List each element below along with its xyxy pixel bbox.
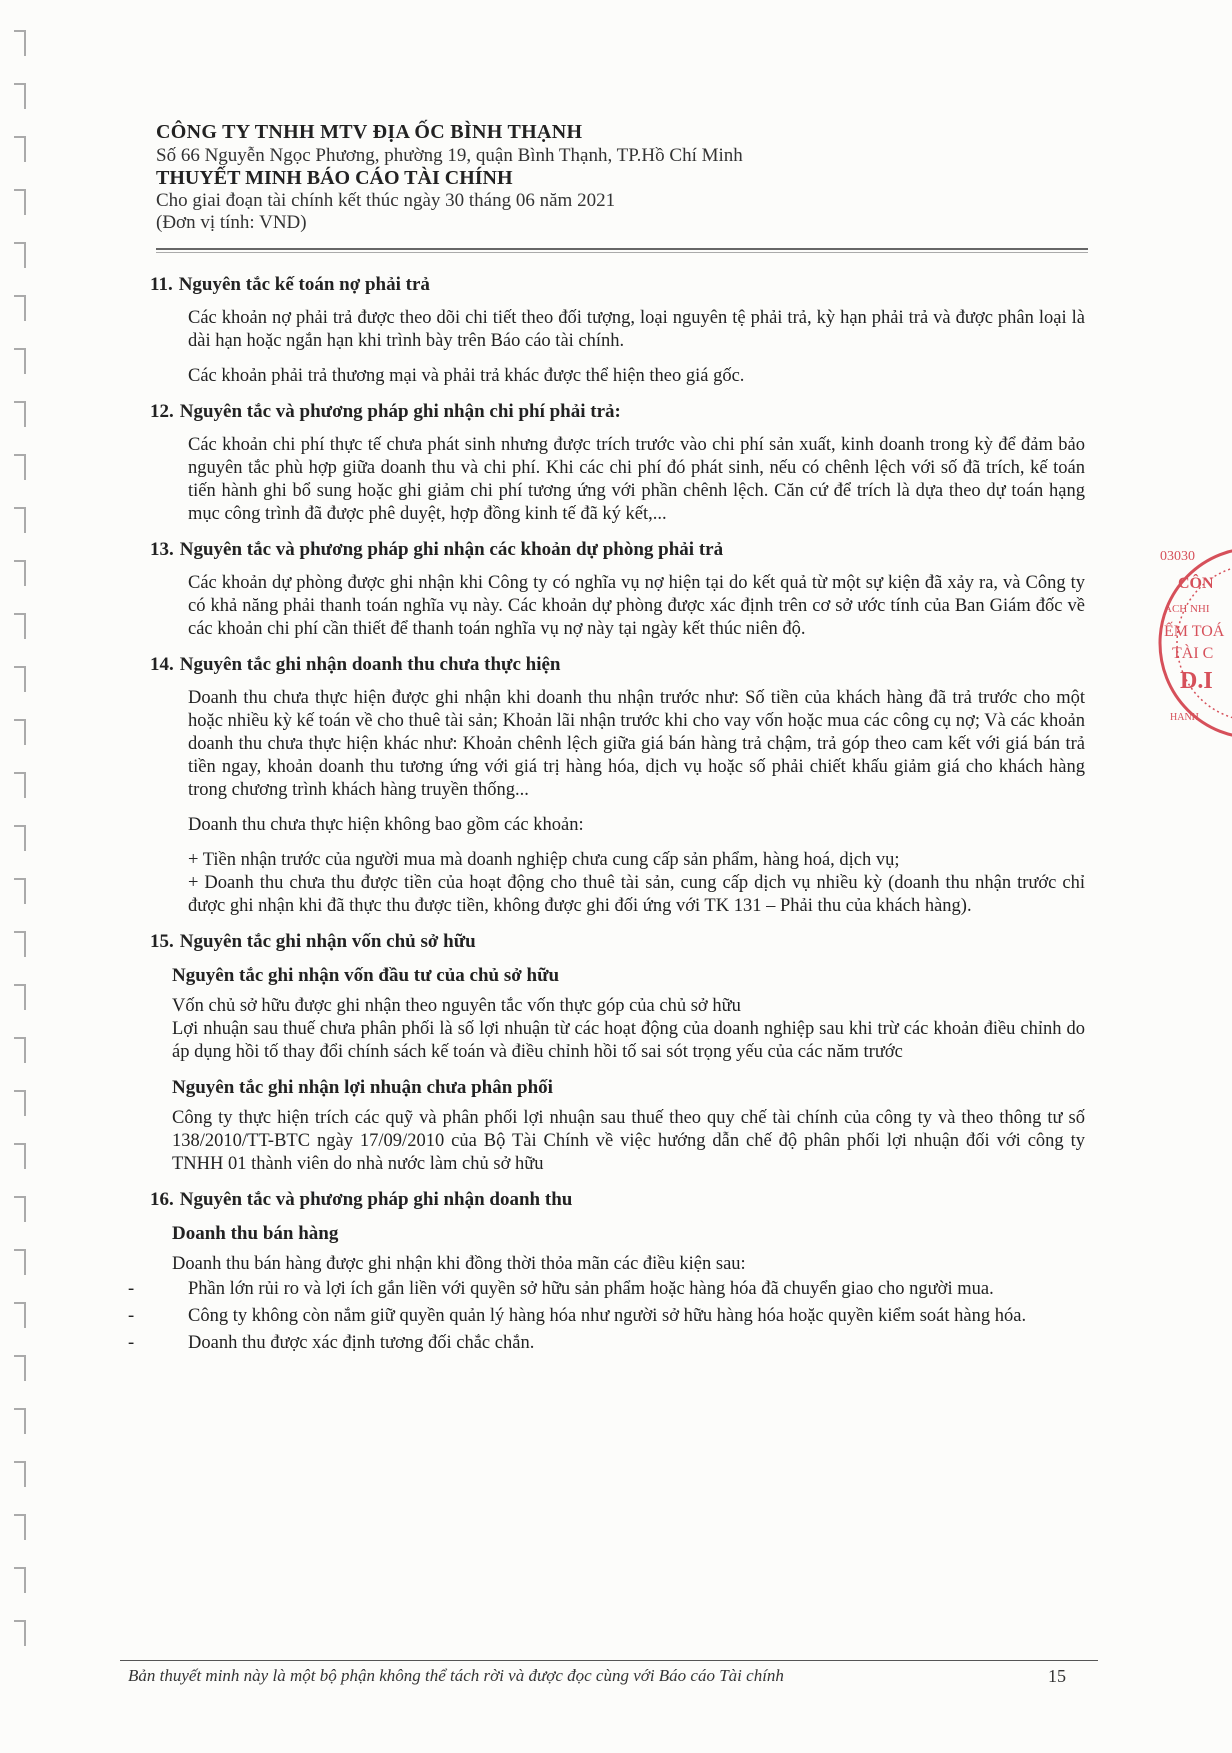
subsection [150, 1076, 1085, 1176]
seal-text-line2: ẾM TOÁ [1164, 623, 1225, 640]
paragraph: Công ty thực hiện trích các quỹ và phân phối lợi nhuận sau thuế theo quy chế tài chính của công ty và theo thông tư số 138/2010/TT-BTC ngày 17/09/2010 của Bộ Tài Chính về việc hướng dẫn chế độ phân phối lợi nhuận đối với công ty TNHH 01 thành viên do nhà nước làm chủ sở hữu [172, 1108, 1085, 1174]
section-16 [128, 1188, 1085, 1355]
footer-divider [120, 1660, 1098, 1661]
section-heading: 12. Nguyên tắc và phương pháp ghi nhận chi phí phải trả: [150, 401, 621, 422]
section-heading: 15. Nguyên tắc ghi nhận vốn chủ sở hữu [150, 931, 476, 952]
section-12 [150, 400, 1085, 526]
paragraph: Doanh thu bán hàng được ghi nhận khi đồng thời thỏa mãn các điều kiện sau: [172, 1254, 746, 1274]
list-item: - Phần lớn rủi ro và lợi ích gắn liền với quyền sở hữu sản phẩm hoặc hàng hóa đã chuyển giao cho người mua. [128, 1279, 994, 1299]
currency-unit: (Đơn vị tính: VND) [156, 212, 307, 233]
paragraph: Doanh thu chưa thực hiện được ghi nhận khi doanh thu nhận trước như: Số tiền của khách hàng đã trả trước cho một hoặc nhiều kỳ kế toán về cho thuê tài sản; Khoản lãi nhận trước khi cho vay vốn hoặc mua các công cụ nợ; Và các khoản doanh thu chưa thực hiện khác như: Khoản chênh lệch giữa giá bán hàng trả chậm, trả góp theo cam kết với giá bán trả tiền ngay, khoản doanh thu tương ứng với giá trị hàng hóa, dịch vụ hoặc số phải chiết khấu giảm giá cho khách hàng trong chương trình khách hàng truyền thống... [188, 688, 1085, 800]
company-seal [1150, 528, 1232, 758]
paragraph: + Tiền nhận trước của người mua mà doanh nghiệp chưa cung cấp sản phẩm, hàng hoá, dịch vụ; + Doanh thu chưa thu được tiền của hoạt động cho thuê tài sản, cung cấp dịch vụ nhiều kỳ (doanh thu nhận trước chỉ được ghi nhận khi đã thực thu được tiền, không được ghi đối ứng với TK 131 – Phải thu của khách hàng). [188, 850, 1085, 916]
company-address: Số 66 Nguyễn Ngọc Phương, phường 19, quận Bình Thạnh, TP.Hồ Chí Minh [156, 145, 743, 166]
footer-note: Bản thuyết minh này là một bộ phận không thể tách rời và được đọc cùng với Báo cáo Tài chính [128, 1666, 784, 1685]
seal-text-bottom: HANH [1170, 712, 1199, 723]
section-heading: 11. Nguyên tắc kế toán nợ phải trả [150, 274, 430, 295]
page-number: 15 [1048, 1666, 1066, 1686]
paragraph: Doanh thu chưa thực hiện không bao gồm các khoản: [188, 815, 584, 835]
list-item: - Công ty không còn nắm giữ quyền quản lý hàng hóa như người sở hữu hàng hóa hoặc quyền kiểm soát hàng hóa. [128, 1306, 1027, 1326]
section-heading: 14. Nguyên tắc ghi nhận doanh thu chưa thực hiện [150, 654, 561, 675]
paragraph: Các khoản phải trả thương mại và phải trả khác được thể hiện theo giá gốc. [188, 366, 745, 386]
seal-text-code: 03030 [1160, 549, 1195, 564]
section-13 [150, 538, 1085, 641]
seal-text-large: D.I [1180, 668, 1213, 694]
paragraph: Vốn chủ sở hữu được ghi nhận theo nguyên tắc vốn thực góp của chủ sở hữu Lợi nhuận sau thuế chưa phân phối là số lợi nhuận từ các hoạt động của doanh nghiệp sau khi trừ các khoản điều chỉnh do áp dụng hồi tố thay đổi chính sách kế toán và điều chỉnh hồi tố sai sót trọng yếu của các năm trước [172, 996, 1085, 1062]
notes-content [128, 273, 1085, 1365]
paragraph: Các khoản nợ phải trả được theo dõi chi tiết theo đối tượng, loại nguyên tệ phải trả, kỳ hạn phải trả và được phân loại là dài hạn hoặc ngắn hạn khi trình bày trên Báo cáo tài chính. [188, 308, 1085, 351]
subsection-heading: Nguyên tắc ghi nhận vốn đầu tư của chủ sở hữu [172, 965, 560, 986]
subsection-heading: Nguyên tắc ghi nhận lợi nhuận chưa phân phối [172, 1077, 553, 1098]
section-15 [150, 930, 1085, 1176]
paragraph: Các khoản chi phí thực tế chưa phát sinh nhưng được trích trước vào chi phí sản xuất, kinh doanh trong kỳ để đảm bảo nguyên tắc phù hợp giữa doanh thu và chi phí. Khi các chi phí đó phát sinh, nếu có chênh lệch với số đã trích, kế toán tiến hành ghi bổ sung hoặc ghi giảm chi phí tương ứng với phần chênh lệch. Căn cứ để trích là dựa theo dự toán hạng mục công trình đã được phê duyệt, hợp đồng kinh tế đã ký kết,... [188, 435, 1085, 524]
subsection [128, 1222, 1085, 1355]
section-heading: 16. Nguyên tắc và phương pháp ghi nhận doanh thu [150, 1189, 573, 1210]
list-item: - Doanh thu được xác định tương đối chắc chắn. [128, 1333, 535, 1353]
document-title: THUYẾT MINH BÁO CÁO TÀI CHÍNH [156, 167, 513, 189]
company-name: CÔNG TY TNHH MTV ĐỊA ỐC BÌNH THẠNH [156, 121, 583, 143]
document-header [156, 121, 1086, 234]
seal-text-company: CÔN [1178, 575, 1214, 592]
seal-text-line1: ÁCH NHI [1164, 603, 1210, 615]
section-14 [150, 653, 1085, 918]
subsection-heading: Doanh thu bán hàng [172, 1223, 339, 1244]
subsection [150, 964, 1085, 1064]
section-heading: 13. Nguyên tắc và phương pháp ghi nhận các khoản dự phòng phải trả [150, 539, 724, 560]
paragraph: Các khoản dự phòng được ghi nhận khi Công ty có nghĩa vụ nợ hiện tại do kết quả từ một sự kiện đã xảy ra, và Công ty có khả năng phải thanh toán nghĩa vụ này. Các khoản dự phòng được xác định trên cơ sở ước tính của Ban Giám đốc về các khoản chi phí cần thiết để thanh toán nghĩa vụ nợ này tại ngày kết thúc niên độ. [188, 573, 1085, 639]
reporting-period: Cho giai đoạn tài chính kết thúc ngày 30 tháng 06 năm 2021 [156, 190, 616, 211]
conditions-list [128, 1278, 1085, 1355]
seal-text-line3: TÀI C [1172, 645, 1214, 662]
section-11 [150, 273, 1085, 388]
header-divider [156, 248, 1088, 253]
